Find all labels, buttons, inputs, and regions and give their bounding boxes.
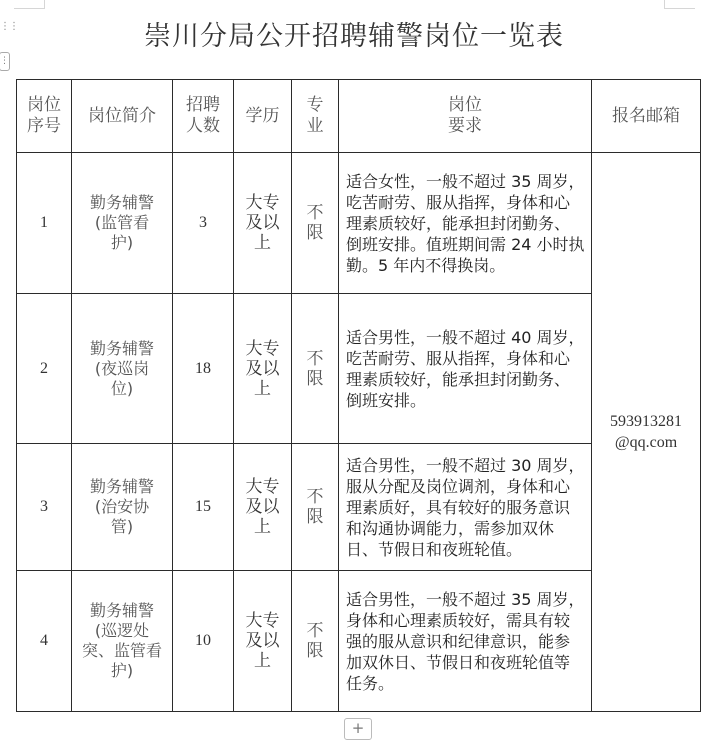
cell-intro: 勤务辅警 (夜巡岗 位) <box>72 294 173 444</box>
cell-email: 593913281 @qq.com <box>592 153 701 712</box>
cell-major: 不 限 <box>292 153 339 294</box>
cell-major: 不 限 <box>292 571 339 712</box>
cell-count: 10 <box>173 571 234 712</box>
cell-major: 不 限 <box>292 294 339 444</box>
header-major: 专 业 <box>292 80 339 153</box>
page-corner-mark-left <box>14 0 45 9</box>
cell-seq: 4 <box>17 571 72 712</box>
add-row-button[interactable]: + <box>344 718 372 740</box>
header-intro: 岗位简介 <box>72 80 173 153</box>
table-row <box>17 153 701 294</box>
cell-requirements: 适合男性，一般不超过 35 周岁，身体和心理素质较好，需具有较强的服从意识和纪律意识，能参加双休日、节假日和夜班轮值等任务。 <box>339 571 592 712</box>
cell-requirements: 适合男性，一般不超过 30 周岁，服从分配及岗位调剂，身体和心理素质好，具有较好的服务意识和沟通协调能力，需参加双休日、节假日和夜班轮值。 <box>339 444 592 571</box>
cell-requirements: 适合女性，一般不超过 35 周岁，吃苦耐劳、服从指挥，身体和心理素质较好，能承担封闭勤务、倒班安排。值班期间需 24 小时执勤。5 年内不得换岗。 <box>339 153 592 294</box>
cell-education: 大专 及以 上 <box>234 444 292 571</box>
cell-seq: 2 <box>17 294 72 444</box>
cell-count: 18 <box>173 294 234 444</box>
header-seq: 岗位 序号 <box>17 80 72 153</box>
cell-education: 大专 及以 上 <box>234 571 292 712</box>
cell-education: 大专 及以 上 <box>234 153 292 294</box>
recruitment-table <box>16 79 701 712</box>
cell-count: 3 <box>173 153 234 294</box>
header-email: 报名邮箱 <box>592 80 701 153</box>
header-requirements: 岗位 要求 <box>339 80 592 153</box>
document-title: 崇川分局公开招聘辅警岗位一览表 <box>144 21 564 52</box>
cell-seq: 3 <box>17 444 72 571</box>
cell-major: 不 限 <box>292 444 339 571</box>
cell-intro: 勤务辅警 (监管看 护) <box>72 153 173 294</box>
cell-intro: 勤务辅警 (治安协 管) <box>72 444 173 571</box>
cell-count: 15 <box>173 444 234 571</box>
table-move-handle-icon[interactable]: ⋮⋮ <box>0 21 18 32</box>
cell-requirements: 适合男性，一般不超过 40 周岁，吃苦耐劳、服从指挥，身体和心理素质较好，能承担封闭勤务、倒班安排。 <box>339 294 592 444</box>
cell-intro: 勤务辅警 (巡逻处 突、监管看 护) <box>72 571 173 712</box>
table-select-handle-icon[interactable]: ⋮ <box>0 52 10 71</box>
cell-seq: 1 <box>17 153 72 294</box>
page-corner-mark-right <box>664 0 695 9</box>
header-education: 学历 <box>234 80 292 153</box>
table-header-row <box>17 80 701 153</box>
header-count: 招聘 人数 <box>173 80 234 153</box>
cell-education: 大专 及以 上 <box>234 294 292 444</box>
